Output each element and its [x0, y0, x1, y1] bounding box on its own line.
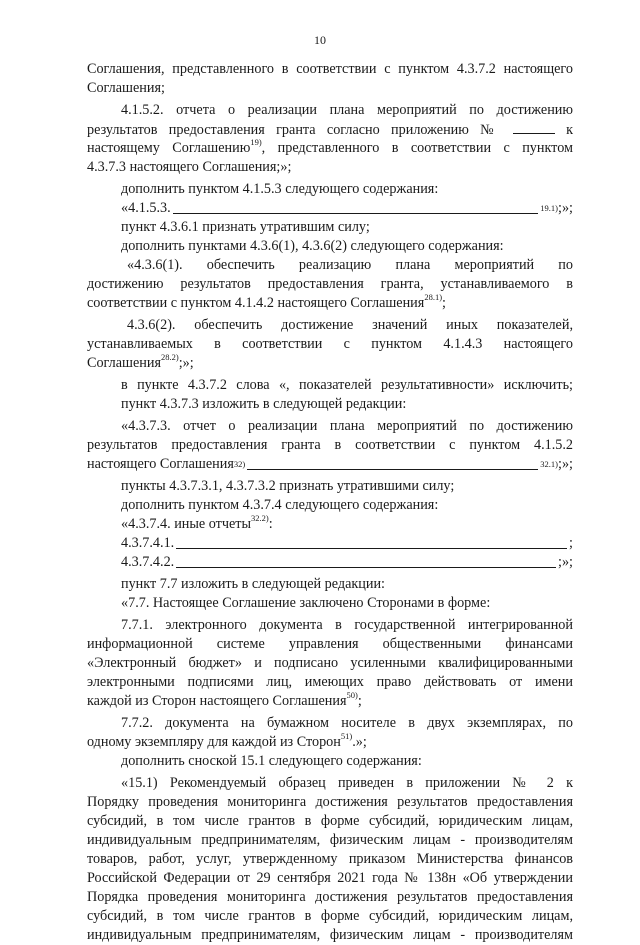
text-run: ; [569, 535, 573, 551]
text-run: ;»; [178, 355, 194, 371]
text-run: настоящего Соглашения [87, 456, 234, 472]
text-line [87, 692, 573, 711]
text-line: 4.3.6(2). обеспечить достижение значений иных показателей, [127, 317, 573, 333]
fill-line [176, 534, 567, 549]
text-line: 7.7.1. электронного документа в государственной интегрированной [121, 617, 573, 633]
text-line: «15.1) Рекомендуемый образец приведен в приложении № 2 к [121, 775, 573, 791]
text-line: Соглашения; [87, 80, 165, 96]
text-line: «4.1.5.3. $^{19.1)}$ ;»; [121, 200, 573, 216]
text-line: устанавливаемых в соответствии с пунктом 4.1.4.3 настоящего [87, 336, 573, 352]
text-line: товаров, работ, услуг, утвержденному приказом Министерства финансов [87, 851, 573, 867]
text-run: ;»; [558, 554, 573, 570]
text-line [87, 294, 573, 313]
text-line: электронными подписями лиц, имеющих право действовать от имени [87, 674, 573, 690]
text-line: дополнить сноской 15.1 следующего содержания: [121, 753, 422, 769]
text-run: 4.3.7.4.1. [121, 535, 175, 551]
footnote-ref: 32.2) [251, 513, 269, 524]
text-run: , представленного в соответствии с пунктом [261, 140, 573, 156]
footnote-ref: 19) [250, 137, 262, 148]
text-line: достижению результатов предоставления гранта, устанавливаемого в [87, 276, 573, 292]
text-line: Порядка проведения мониторинга достижения результатов предоставления [87, 889, 573, 905]
number-blank [513, 120, 555, 134]
footnote-ref: 28.1) [424, 292, 443, 303]
text-line: субсидий, в том числе грантов в форме субсидий, юридическим лицам, [87, 908, 573, 924]
text-line: результатов предоставления гранта в соответствии с пунктом 4.1.5.2 [87, 437, 573, 453]
text-run: 4.3.7.4.2. [121, 554, 175, 570]
text-line [87, 120, 573, 139]
text-line: индивидуальным предпринимателям, физическим лицам - производителям [87, 927, 573, 943]
footnote-ref: 28.2) [160, 352, 179, 363]
text-line: настоящего Соглашения $^{32)}$ $^{32.1)}$ ;»; [87, 456, 573, 472]
text-line: «4.3.6(1). обеспечить реализацию плана мероприятий по [127, 257, 573, 273]
text-run: соответствии с пунктом 4.1.4.2 настоящего Соглашения [87, 295, 425, 311]
text-line: «7.7. Настоящее Соглашение заключено Сторонами в форме: [121, 595, 491, 611]
text-run: ;»; [558, 200, 573, 216]
text-run: каждой из Сторон настоящего Соглашения [87, 693, 347, 709]
text-run: : [268, 516, 273, 532]
text-line: пункт 4.3.6.1 признать утратившим силу; [121, 219, 370, 235]
text-run: настоящему Соглашению [87, 140, 251, 156]
text-line [121, 515, 573, 534]
text-line: пункт 4.3.7.3 изложить в следующей редакции: [121, 396, 407, 412]
text-line: дополнить пунктом 4.3.7.4 следующего содержания: [121, 497, 439, 513]
text-run: ;»; [558, 456, 573, 472]
text-run: .»; [352, 734, 367, 750]
text-line: индивидуальным предпринимателям, физическим лицам - производителям [87, 832, 573, 848]
text-line [87, 139, 573, 158]
text-line: Соглашения, представленного в соответствии с пунктом 4.3.7.2 настоящего [87, 61, 573, 77]
footnote-ref: 51) [340, 731, 353, 742]
text-run: к [566, 122, 573, 138]
text-line: 4.1.5.2. отчета о реализации плана мероприятий по достижению [121, 102, 573, 118]
text-line: дополнить пунктами 4.3.6(1), 4.3.6(2) следующего содержания: [121, 238, 504, 254]
text-line: пункт 7.7 изложить в следующей редакции: [121, 576, 385, 592]
text-line: субсидий, в том числе грантов в форме субсидий, юридическим лицам, [87, 813, 573, 829]
text-line: 7.7.2. документа на бумажном носителе в двух экземплярах, по [121, 715, 573, 731]
text-line: Порядку проведения мониторинга достижения результатов предоставления [87, 794, 573, 810]
page-number: 10 [314, 33, 326, 47]
text-run: результатов предоставления гранта согласно приложению № [87, 122, 502, 138]
fill-line [173, 199, 539, 214]
text-line: «4.3.7.3. отчет о реализации плана мероприятий по достижению [121, 418, 573, 434]
text-line: информационной системе управления общественными финансами [87, 636, 573, 652]
text-line: дополнить пунктом 4.1.5.3 следующего содержания: [121, 181, 439, 197]
text-line: «Электронный бюджет» и подписано усиленными квалифицированными [87, 655, 573, 671]
fill-line [176, 553, 556, 568]
text-run: ; [442, 295, 446, 311]
text-line [121, 553, 573, 572]
text-line [87, 733, 573, 752]
text-run: ; [357, 693, 362, 709]
text-line: 4.3.7.3 настоящего Соглашения;»; [87, 159, 292, 175]
footnote-ref: 50) [346, 690, 358, 701]
text-run: «4.3.7.4. иные отчеты [121, 516, 252, 532]
text-run: «4.1.5.3. [121, 200, 171, 216]
text-line: пункты 4.3.7.3.1, 4.3.7.3.2 признать утратившими силу; [121, 478, 455, 494]
text-line [87, 354, 573, 373]
text-run: Соглашения [87, 355, 161, 371]
text-line [121, 534, 573, 553]
text-line: Российской Федерации от 29 сентября 2021 года № 138н «Об утверждении [87, 870, 573, 886]
text-line: в пункте 4.3.7.2 слова «, показателей результативности» исключить; [121, 377, 573, 393]
text-run: одному экземпляру для каждой из Сторон [87, 734, 341, 750]
fill-line [247, 455, 538, 470]
